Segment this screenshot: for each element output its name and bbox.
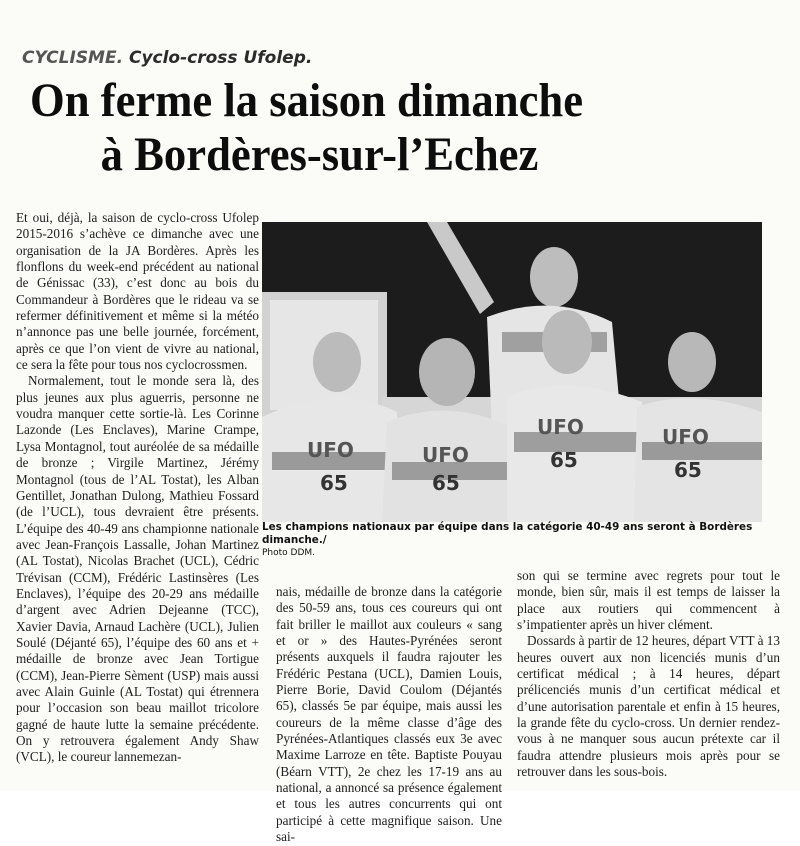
column1-paragraph-1: Et oui, déjà, la saison de cyclo-cross Ufolep 2015-2016 s’achève ce dimanche avec une organisation de la JA Bordères. Après les flonflons du week-end précédent au national de Génissac (33), c’est donc au bois du Commandeur à Bordères que le rideau va se refermer définitivement et même si la météo n’annonce pas une belle journée, forcément, après ce que l’on vient de vivre au national, ce sera la fête pour tous nos cyclocrossmen. [16, 210, 259, 373]
team-photo-image [262, 222, 762, 522]
photo-caption-text: Les champions nationaux par équipe dans la catégorie 40-49 ans seront à Bordères dimanche./ [262, 521, 753, 546]
jersey-logo-2: UFO [422, 443, 469, 467]
jersey-number-2: 65 [432, 471, 460, 495]
article-column-3 [517, 568, 780, 780]
jersey-number-3: 65 [550, 448, 578, 472]
column1-paragraph-2: Normalement, tout le monde sera là, des plus jeunes aux plus aguerris, personne ne voudra manquer cette sortie-là. Les Corinne Lazonde (Les Enclaves), Marine Crampe, Lysa Montagnol, tout auréolée de sa médaille de bronze ; Virgile Martinez, Jérémy Montagnol (tous de l’AL Tostat), les Alban Gentillet, Jonathan Dulong, Mathieu Fossard (de l’UCL), tous devraient être présents. L’équipe des 40-49 ans championne nationale avec Jean-François Lassalle, Johan Martinez (AL Tostat), Nicolas Brachet (UCL), Cédric Trévisan (CCM), Frédéric Lastinsères (Les Enclaves), l’équipe des 20-29 ans médaille d’argent avec Adrien Dejeanne (TCC), Xavier Davia, Arnaud Lachère (UCL), Julien Soulé (Déjanté 65), l’équipe des 60 ans et + médaille de bronze avec Jean Tortigue (CCM), Jean-Pierre Sèment (USP) mais aussi avec Alain Guinle (AL Tostat) qui étrennera pour l’occasion son beau maillot tricolore gagné de haute lutte la semaine précédente. On y retrouvera également Andy Shaw (VCL), le coureur lannemezan- [16, 373, 259, 765]
jersey-number-1: 65 [320, 471, 348, 495]
section-label: CYCLISME. [22, 48, 124, 68]
photo-credit: Photo DDM. [262, 548, 316, 558]
subsection-label: Cyclo-cross Ufolep. [128, 48, 313, 68]
photo-caption [262, 521, 772, 560]
article-column-1 [16, 210, 259, 766]
column3-paragraph-2: Dossards à partir de 12 heures, départ VTT à 13 heures ouvert aux non licenciés munis d’un certificat médical ; à 14 heures, départ prélicenciés munis d’un certificat médical et d’une autorisation parentale et enfin à 15 heures, la grande fête du cyclo-cross. Un dernier rendez-vous à ne manquer sous aucun prétexte car il faudra attendre plusieurs mois après pour se retrouver dans les sous-bois. [517, 633, 780, 780]
article-kicker [22, 48, 312, 68]
team-photo [262, 222, 762, 522]
jersey-logo-4: UFO [662, 425, 709, 449]
article-headline [30, 74, 737, 182]
jersey-logo-1: UFO [307, 438, 354, 462]
jersey-logo-3: UFO [537, 415, 584, 439]
article-column-2 [276, 584, 502, 846]
headline-line-2: à Bordères-sur-l’Echez [100, 128, 539, 181]
column3-paragraph-1: son qui se termine avec regrets pour tout le monde, bien sûr, mais il est temps de laisser la place aux routiers qui commencent à s’impatienter après un hiver clément. [517, 568, 780, 633]
column2-paragraph-1: nais, médaille de bronze dans la catégorie des 50-59 ans, tous ces coureurs qui ont fait briller le maillot aux couleurs « sang et or » des Hautes-Pyrénées seront présents auxquels il faudra rajouter les Frédéric Pestana (UCL), Damien Louis, Pierre Borie, David Coulom (Déjantés 65), classés 5e par équipe, mais aussi les coureurs de la même classe d’âge des Pyrénées-Atlantiques classés eux 3e avec Maxime Larroze en tête. Baptiste Pouyau (Béarn VTT), 2e chez les 17-19 ans au national, a annoncé sa présence également et tous les autres concurrents qui ont participé à cette magnifique saison. Une sai- [276, 584, 502, 845]
headline-line-1: On ferme la saison dimanche [30, 74, 584, 127]
jersey-number-4: 65 [674, 458, 702, 482]
